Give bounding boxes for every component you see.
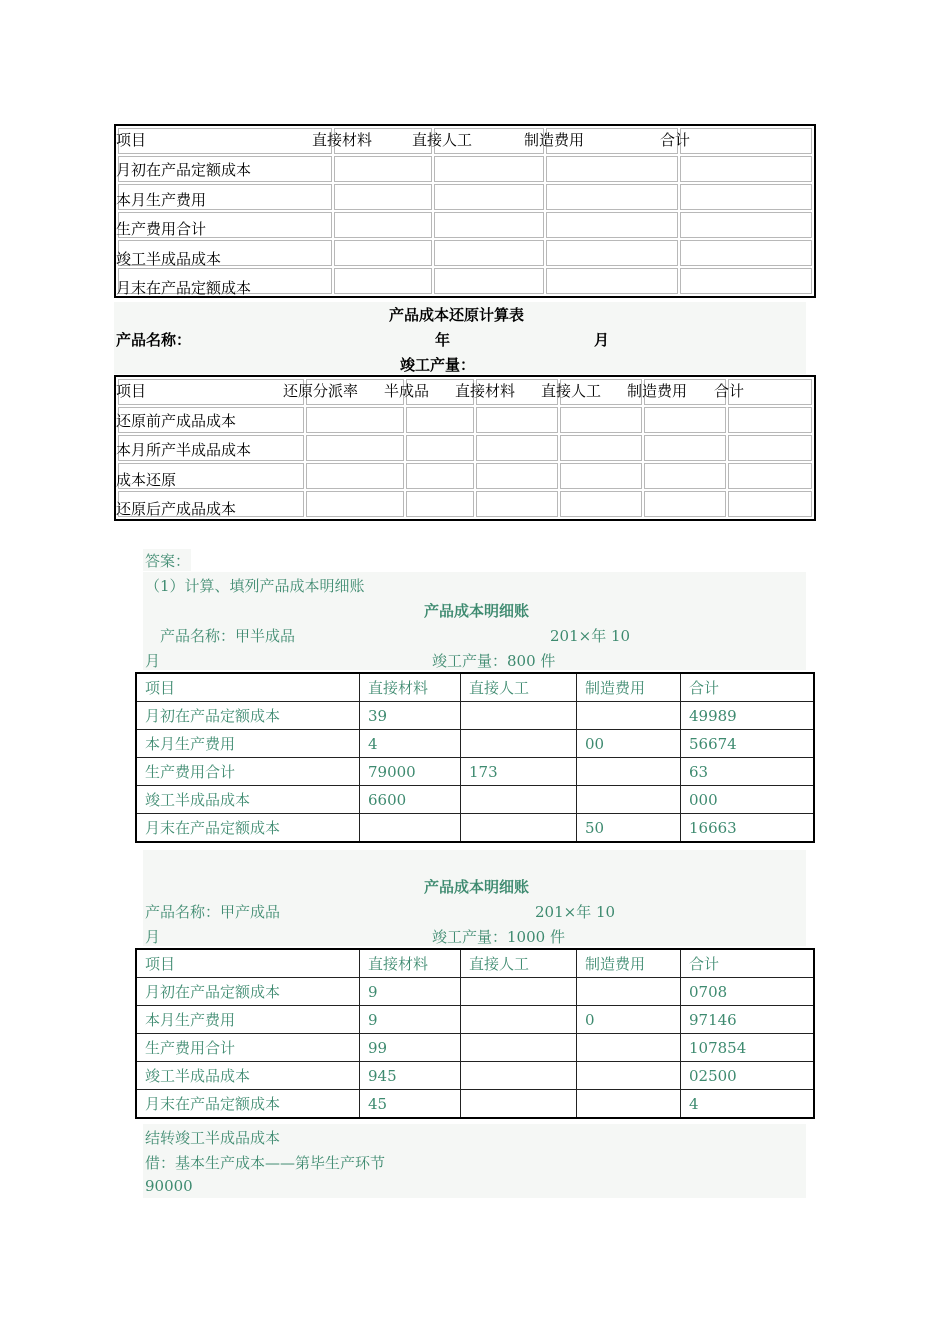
- table-cell: [461, 1006, 577, 1034]
- table-cell: 79000: [360, 758, 461, 786]
- table-cell: 9: [360, 1006, 461, 1034]
- table-cell: 56674: [681, 730, 815, 758]
- table-cell: 0708: [681, 978, 815, 1006]
- table-cell: 合计: [681, 673, 815, 702]
- restore-row-label: 还原后产成品成本: [116, 500, 237, 518]
- table-cell: 00: [577, 730, 681, 758]
- table-cell: 月末在产品定额成本: [136, 814, 360, 843]
- table-cell: 本月生产费用: [136, 1006, 360, 1034]
- table-cell: 173: [461, 758, 577, 786]
- blank-cost-table: [114, 124, 816, 298]
- table1-header-overhead: 制造费用: [524, 131, 585, 149]
- ledger1-product: 产品名称：甲半成品: [160, 627, 296, 645]
- restore-row-label: 还原前产成品成本: [116, 412, 237, 430]
- table-cell: 000: [681, 786, 815, 814]
- table-cell: 49989: [681, 702, 815, 730]
- table-cell: [577, 702, 681, 730]
- answer-step-1: （1）计算、填列产品成本明细账: [145, 577, 365, 595]
- table-cell: 制造费用: [577, 949, 681, 978]
- table-cell: 项目: [136, 949, 360, 978]
- table-cell: [577, 1090, 681, 1119]
- table-cell: 0: [577, 1006, 681, 1034]
- table-cell: [461, 978, 577, 1006]
- restore-header-material: 直接材料: [455, 382, 516, 400]
- table-cell: 4: [360, 730, 461, 758]
- restore-header-rate: 还原分派率: [283, 382, 359, 400]
- table1-row-label: 本月生产费用: [116, 191, 207, 209]
- table-cell: 竣工半成品成本: [136, 1062, 360, 1090]
- table-cell: 生产费用合计: [136, 758, 360, 786]
- table-row: [136, 814, 814, 843]
- table-cell: [577, 1062, 681, 1090]
- table-cell: 项目: [136, 673, 360, 702]
- answer-label: 答案：: [145, 552, 191, 570]
- ledger1-table: [135, 672, 815, 843]
- restore-header-overhead: 制造费用: [627, 382, 688, 400]
- ledger2-output: 竣工产量：1000 件: [432, 928, 565, 946]
- table-cell: 生产费用合计: [136, 1034, 360, 1062]
- table-cell: 6600: [360, 786, 461, 814]
- table-cell: [461, 814, 577, 843]
- table-row: [136, 1034, 814, 1062]
- table-row: [136, 1090, 814, 1119]
- restore-row-label: 本月所产半成品成本: [116, 441, 252, 459]
- ledger1-title: 产品成本明细账: [424, 602, 530, 620]
- table1-header-material: 直接材料: [312, 131, 373, 149]
- restore-year-label: 年: [435, 331, 451, 349]
- table-cell: 107854: [681, 1034, 815, 1062]
- restore-header-total: 合计: [714, 382, 745, 400]
- table-row: [136, 673, 814, 702]
- table-cell: 月末在产品定额成本: [136, 1090, 360, 1119]
- table-row: [136, 1006, 814, 1034]
- table-cell: [360, 814, 461, 843]
- table-cell: 直接人工: [461, 949, 577, 978]
- table-cell: 4: [681, 1090, 815, 1119]
- table-cell: 9: [360, 978, 461, 1006]
- table-row: [136, 949, 814, 978]
- restore-header-semi: 半成品: [384, 382, 430, 400]
- restore-header-item: 项目: [116, 382, 147, 400]
- table-row: [136, 786, 814, 814]
- table-cell: 16663: [681, 814, 815, 843]
- table-cell: 50: [577, 814, 681, 843]
- restore-row-label: 成本还原: [116, 471, 177, 489]
- table-cell: 945: [360, 1062, 461, 1090]
- ledger1-date: 201×年 10: [550, 627, 631, 645]
- table-cell: 月初在产品定额成本: [136, 702, 360, 730]
- table1-header-labor: 直接人工: [412, 131, 473, 149]
- answer-note-2: 借：基本生产成本——第毕生产环节: [145, 1154, 386, 1172]
- ledger2-month: 月: [145, 928, 161, 946]
- table-cell: 02500: [681, 1062, 815, 1090]
- table-cell: 直接材料: [360, 673, 461, 702]
- table-cell: 直接材料: [360, 949, 461, 978]
- table1-row-label: 生产费用合计: [116, 220, 207, 238]
- table-cell: [461, 1034, 577, 1062]
- table-row: [136, 758, 814, 786]
- table1-row-label: 竣工半成品成本: [116, 250, 222, 268]
- table-cell: 直接人工: [461, 673, 577, 702]
- restore-output-label: 竣工产量：: [400, 356, 476, 374]
- ledger2-date: 201×年 10: [535, 903, 616, 921]
- ledger2-title: 产品成本明细账: [424, 878, 530, 896]
- table1-row-label: 月初在产品定额成本: [116, 161, 252, 179]
- table-cell: 制造费用: [577, 673, 681, 702]
- table-cell: 45: [360, 1090, 461, 1119]
- table-cell: [461, 1090, 577, 1119]
- table-cell: [577, 758, 681, 786]
- table-cell: [461, 786, 577, 814]
- table-cell: [577, 1034, 681, 1062]
- ledger1-month: 月: [145, 652, 161, 670]
- answer-note-1: 结转竣工半成品成本: [145, 1129, 281, 1147]
- table1-header-total: 合计: [660, 131, 691, 149]
- restore-month-label: 月: [594, 331, 610, 349]
- restore-header-labor: 直接人工: [541, 382, 602, 400]
- restore-product-label: 产品名称：: [116, 331, 192, 349]
- table-cell: 本月生产费用: [136, 730, 360, 758]
- table-cell: [461, 702, 577, 730]
- table1-header-item: 项目: [116, 131, 147, 149]
- table-cell: 99: [360, 1034, 461, 1062]
- table-cell: 39: [360, 702, 461, 730]
- ledger1-output: 竣工产量：800 件: [432, 652, 556, 670]
- table-cell: 合计: [681, 949, 815, 978]
- table-cell: [577, 786, 681, 814]
- table-cell: 竣工半成品成本: [136, 786, 360, 814]
- table-cell: 63: [681, 758, 815, 786]
- table-row: [136, 702, 814, 730]
- table1-row-label: 月末在产品定额成本: [116, 279, 252, 297]
- table-row: [136, 1062, 814, 1090]
- table-cell: [461, 730, 577, 758]
- ledger2-table: [135, 948, 815, 1119]
- restore-title: 产品成本还原计算表: [389, 306, 525, 324]
- table-row: [136, 730, 814, 758]
- table-cell: [461, 1062, 577, 1090]
- table-cell: [577, 978, 681, 1006]
- table-row: [136, 978, 814, 1006]
- table-cell: 97146: [681, 1006, 815, 1034]
- table-cell: 月初在产品定额成本: [136, 978, 360, 1006]
- answer-note-3: 90000: [145, 1177, 193, 1195]
- ledger2-product: 产品名称：甲产成品: [145, 903, 281, 921]
